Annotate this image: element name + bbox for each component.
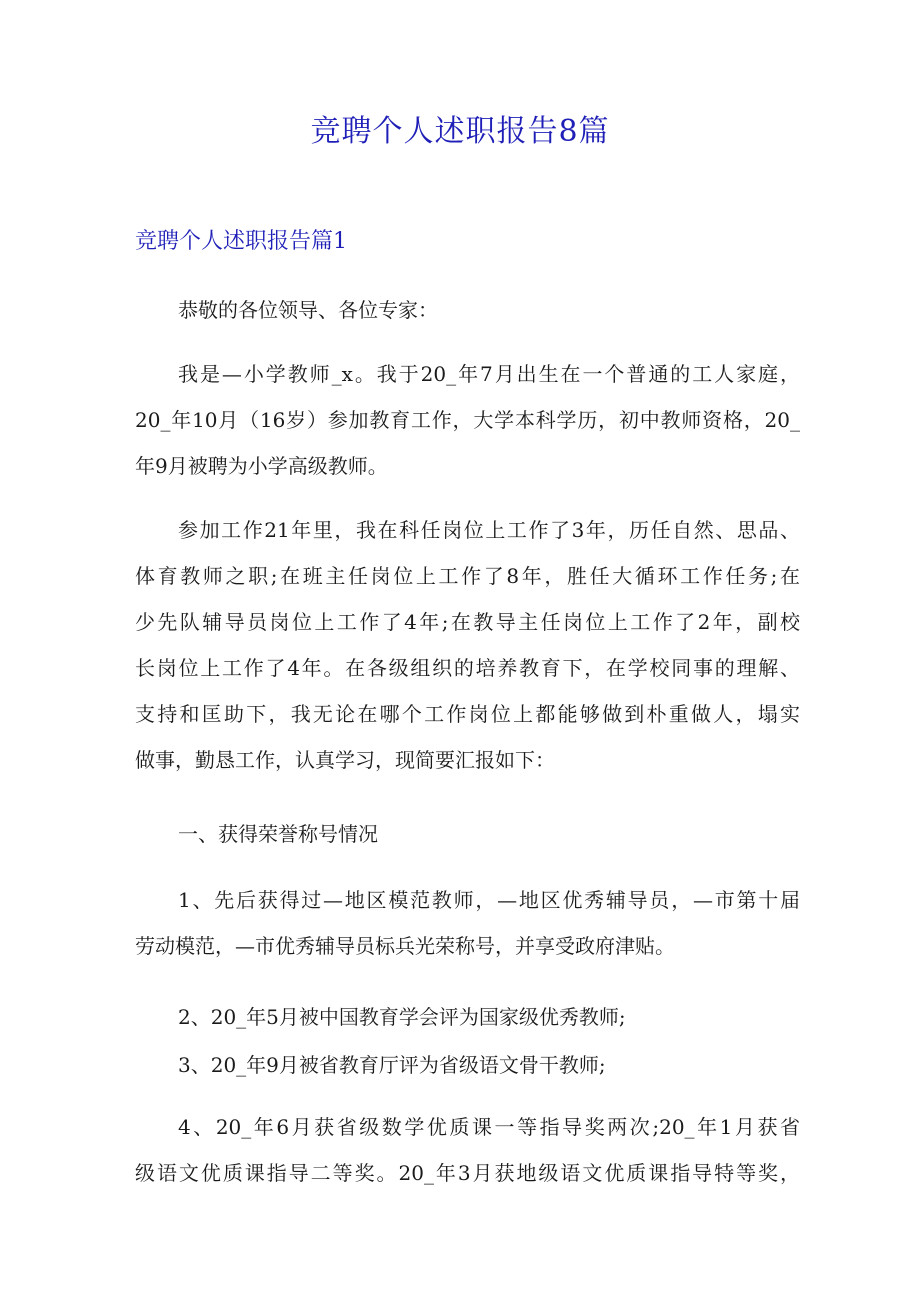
honor-item-4 <box>135 1104 800 1196</box>
honor-item-4-line: 4、20_年6月获省级数学优质课一等指导奖两次;20_年1月获省 <box>178 1115 800 1139</box>
document-title: 竞聘个人述职报告8篇 <box>310 114 610 149</box>
work-line: 做事，勤恳工作，认真学习，现简要汇报如下： <box>135 748 555 772</box>
work-line: 长岗位上工作了4年。在各级组织的培养教育下，在学校同事的理解、 <box>135 656 800 680</box>
intro-line: 20_年10月（16岁）参加教育工作，大学本科学历，初中教师资格，20_ <box>135 408 800 432</box>
work-line: 体育教师之职;在班主任岗位上工作了8年，胜任大循环工作任务;在 <box>135 564 800 588</box>
honor-item-4-line: 级语文优质课指导二等奖。20_年3月获地级语文优质课指导特等奖， <box>135 1161 800 1185</box>
work-line: 少先队辅导员岗位上工作了4年;在教导主任岗位上工作了2年，副校 <box>135 610 800 634</box>
greeting-text: 恭敬的各位领导、各位专家： <box>178 298 438 322</box>
intro-line: 年9月被聘为小学高级教师。 <box>135 454 388 478</box>
greeting-paragraph <box>135 287 800 333</box>
work-line: 参加工作21年里，我在科任岗位上工作了3年，历任自然、思品、 <box>178 518 800 542</box>
work-line: 支持和匡助下，我无论在哪个工作岗位上都能够做到朴重做人，塌实 <box>135 702 800 726</box>
honor-item-2-text: 2、20_年5月被中国教育学会评为国家级优秀教师; <box>178 1005 626 1029</box>
honor-item-2 <box>135 994 800 1040</box>
intro-paragraph <box>135 351 800 489</box>
honor-item-1 <box>135 877 800 969</box>
honors-subheading: 一、获得荣誉称号情况 <box>178 822 378 846</box>
honor-item-3 <box>135 1042 800 1088</box>
section-heading: 竞聘个人述职报告篇1 <box>135 229 347 254</box>
honors-subheading-paragraph <box>135 811 800 857</box>
work-history-paragraph <box>135 507 800 783</box>
honor-item-1-line: 1、先后获得过—地区模范教师，—地区优秀辅导员，—市第十届 <box>178 888 800 912</box>
honor-item-3-text: 3、20_年9月被省教育厅评为省级语文骨干教师; <box>178 1053 606 1077</box>
honor-item-1-line: 劳动模范，—市优秀辅导员标兵光荣称号，并享受政府津贴。 <box>135 934 675 958</box>
intro-line: 我是—小学教师_x。我于20_年7月出生在一个普通的工人家庭， <box>178 362 800 386</box>
